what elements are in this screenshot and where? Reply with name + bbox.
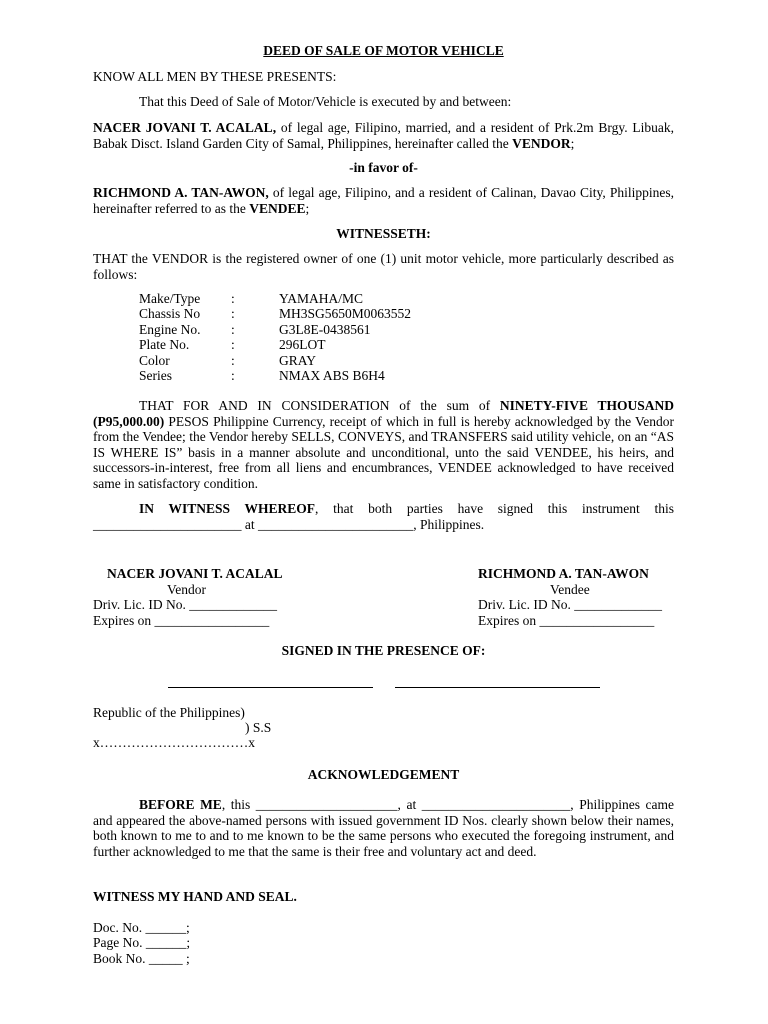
- ss-mark: ) S.S: [245, 720, 272, 735]
- vehicle-row: [139, 322, 539, 338]
- acknowledgement-heading: ACKNOWLEDGEMENT: [307, 767, 460, 782]
- colon: :: [231, 291, 235, 306]
- before-me-paragraph: [93, 797, 674, 859]
- vendor-signatory-name: NACER JOVANI T. ACALAL: [107, 566, 283, 581]
- vehicle-row: [139, 353, 539, 369]
- vehicle-row: [139, 368, 539, 384]
- page-no-field: Page No. ______;: [93, 935, 191, 950]
- in-witness-paragraph: [93, 501, 674, 532]
- vendee-name: RICHMOND A. TAN-AWON,: [93, 185, 269, 200]
- vehicle-value: 296LOT: [279, 337, 326, 352]
- colon: :: [231, 368, 235, 383]
- signed-presence-heading: SIGNED IN THE PRESENCE OF:: [281, 643, 486, 658]
- witness-hand-seal: WITNESS MY HAND AND SEAL.: [93, 889, 297, 904]
- republic-line: Republic of the Philippines): [93, 705, 245, 720]
- vehicle-value: MH3SG5650M0063552: [279, 306, 412, 321]
- document-title: DEED OF SALE OF MOTOR VEHICLE: [263, 43, 504, 58]
- vehicle-value: GRAY: [279, 353, 317, 368]
- vehicle-value: YAMAHA/MC: [279, 291, 364, 306]
- vehicle-row: [139, 306, 539, 322]
- consideration-amount: NINETY-FIVE THOUSAND (P95,000.00): [93, 398, 675, 429]
- colon: :: [231, 322, 235, 337]
- colon: :: [231, 306, 235, 321]
- in-favor-of: -in favor of-: [349, 160, 418, 175]
- know-all-heading: KNOW ALL MEN BY THESE PRESENTS:: [93, 69, 337, 84]
- consideration-paragraph: [93, 398, 674, 491]
- vendee-signatory-name: RICHMOND A. TAN-AWON: [478, 566, 649, 581]
- vendee-end: ;: [305, 200, 310, 216]
- witness-signature-line-1: [168, 687, 373, 688]
- vendor-name: NACER JOVANI T. ACALAL,: [93, 120, 277, 135]
- vendee-description: of legal age, Filipino, and a resident of Calinan, Davao City, Philippines, hereinafter referred to as the: [93, 185, 674, 216]
- vendor-signatory-role: Vendor: [167, 582, 206, 597]
- consideration-text: PESOS Philippine Currency, receipt of which in full is hereby acknowledged by the Vendor from the Vendee; the Vendor hereby SELLS, CONVEYS, and TRANSFERS said utility vehicle, on an “AS IS WHERE IS” basis in a manner absolute and unconditional, unto the said VENDEE, his heirs, and successors-in-interest, free from all liens and encumbrances, VENDEE acknowledged to have received same in satisfactory condition.: [93, 413, 674, 491]
- in-witness-text: , that both parties have signed this instrument this ______________________ at _______________________, Philippines.: [93, 501, 674, 532]
- x-line: x……………………………x: [93, 735, 255, 750]
- ownership-paragraph: THAT the VENDOR is the registered owner of one (1) unit motor vehicle, more particularly described as follows:: [93, 251, 674, 282]
- before-me-bold: BEFORE ME: [139, 797, 222, 812]
- vendor-license-field: Driv. Lic. ID No. _____________: [93, 597, 277, 612]
- vendor-paragraph: [93, 120, 674, 151]
- colon: :: [231, 353, 235, 368]
- vendee-role: VENDEE: [249, 200, 306, 216]
- witness-signature-line-2: [395, 687, 600, 688]
- vehicle-label: Engine No.: [139, 322, 201, 337]
- in-witness-bold: IN WITNESS WHEREOF: [139, 501, 316, 516]
- vehicle-row: [139, 337, 539, 353]
- before-me-text: , this _____________________, at ______________________, Philippines came and appeared the above-named persons with issued government ID Nos. clearly shown below their names, both known to me to and to me known to be the same persons who executed the foregoing instrument, and further acknowledged to me that the same is their free and voluntary act and deed.: [93, 797, 674, 859]
- vendor-end: ;: [570, 135, 575, 151]
- vendee-signatory-role: Vendee: [550, 582, 590, 597]
- intro-line: That this Deed of Sale of Motor/Vehicle is executed by and between:: [139, 94, 512, 109]
- vehicle-label: Chassis No: [139, 306, 201, 321]
- consideration-intro: THAT FOR AND IN CONSIDERATION of the sum of: [139, 398, 500, 413]
- vendor-role: VENDOR: [512, 135, 571, 151]
- vendor-expires-field: Expires on _________________: [93, 613, 270, 628]
- vehicle-label: Plate No.: [139, 337, 190, 352]
- vehicle-label: Color: [139, 353, 170, 368]
- vehicle-value: G3L8E-0438561: [279, 322, 371, 337]
- vehicle-label: Series: [139, 368, 172, 383]
- vendee-paragraph: [93, 185, 674, 216]
- book-no-field: Book No. _____ ;: [93, 951, 190, 966]
- colon: :: [231, 337, 235, 352]
- vendor-description: of legal age, Filipino, married, and a resident of Prk.2m Brgy. Libuak, Babak Disct. Island Garden City of Samal, Philippines, hereinafter called the: [93, 120, 674, 151]
- vehicle-label: Make/Type: [139, 291, 201, 306]
- doc-no-field: Doc. No. ______;: [93, 920, 190, 935]
- vendee-license-field: Driv. Lic. ID No. _____________: [478, 597, 662, 612]
- vehicle-value: NMAX ABS B6H4: [279, 368, 385, 383]
- witnesseth-heading: WITNESSETH:: [336, 226, 431, 241]
- vehicle-row: [139, 291, 539, 307]
- vendee-expires-field: Expires on _________________: [478, 613, 655, 628]
